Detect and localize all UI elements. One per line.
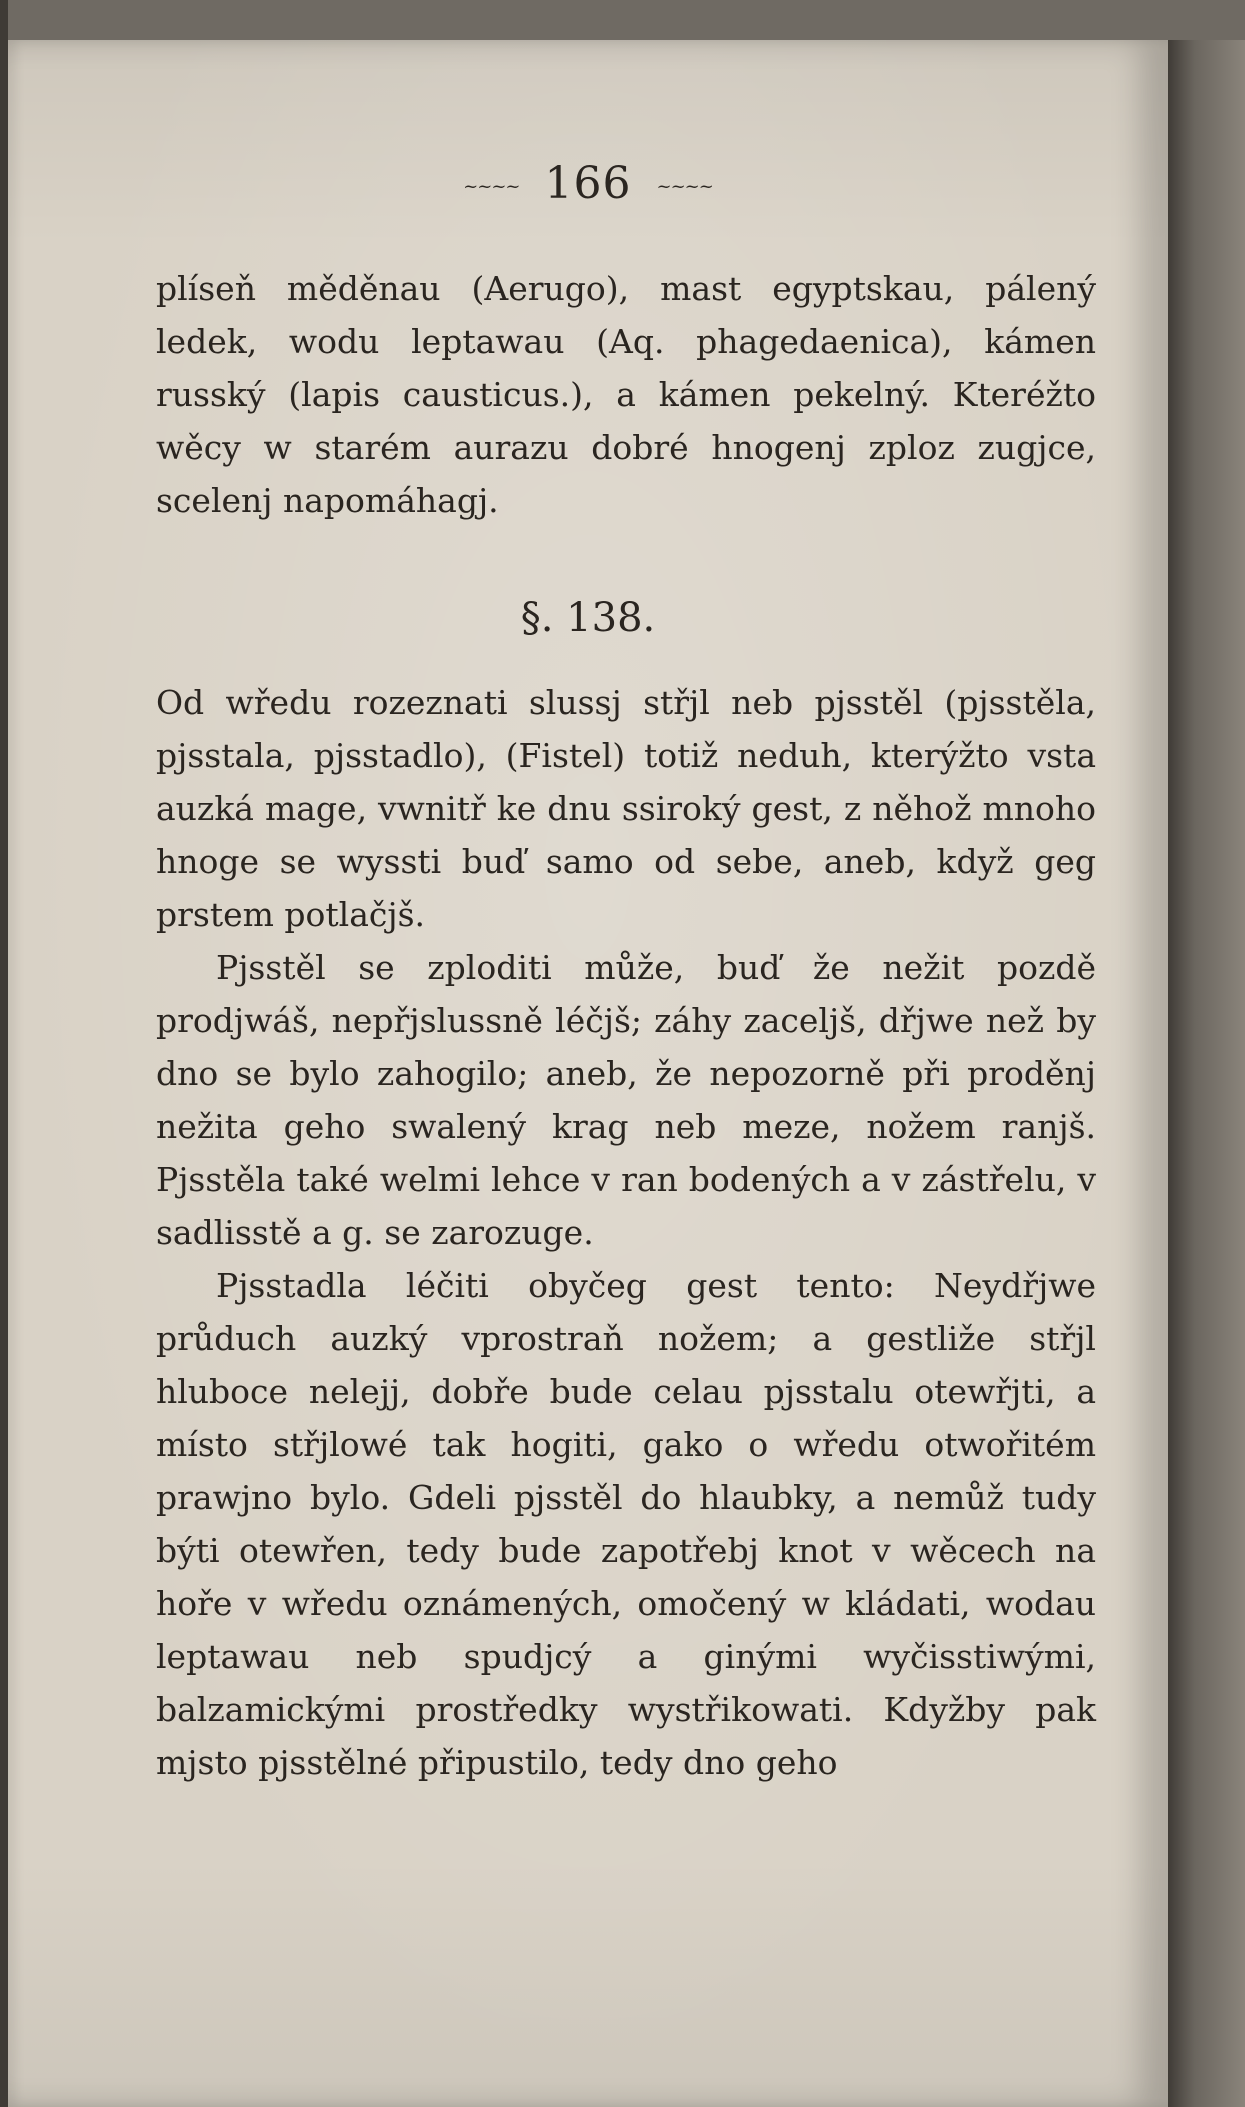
section-heading: §. 138. [520,595,656,641]
book-binding-edge [1168,40,1245,2107]
section-body [156,676,1096,1789]
left-scan-edge [0,0,8,2107]
page-number: 166 [544,158,632,209]
paragraph-causes: Pjsstěl se zploditi může, buď že nežit pozdě prodjwáš, nepřjslussně léčjš; záhy zaceljš, dřjwe než by dno se bylo zahogilo; aneb, že nepozorně při proděnj nežita geho swalený krag neb meze, nožem ranjš. Pjsstěla také welmi lehce v ran bodených a v zástřelu, v sadlisstě a g. se zarozuge. [156,948,1096,1252]
paragraph-definition: Od wředu rozeznati slussj střjl neb pjsstěl (pjsstěla, pjsstala, pjsstadlo), (Fistel) totiž neduh, kterýžto vsta auzká mage, vwnitř ke dnu ssiroký gest, z něhož mnoho hnoge se wyssti buď samo od sebe, aneb, když geg prstem potlačjš. [156,683,1096,934]
paragraph-treatment: Pjsstadla léčiti obyčeg gest tento: Neydřjwe průduch auzký vprostraň nožem; a gestliže střjl hluboce nelejj, dobře bude celau pjsstalu otewřjti, a místo střjlowé tak hogiti, gako o wředu otwořitém prawjno bylo. Gdeli pjsstěl do hlaubky, a nemůž tudy býti otewřen, tedy bude zapotřebj knot v wěcech na hoře v wředu oznámených, omočený w kládati, wodau leptawau neb spudjcý a ginými wyčisstiwými, balzamickými prostředky wystřikowati. Kdyžby pak mjsto pjsstělné připustilo, tedy dno geho [156,1266,1096,1782]
intro-paragraph: plíseň měděnau (Aerugo), mast egyptskau, pálený ledek, wodu leptawau (Aq. phagedaenica), kámen russký (lapis causticus.), a kámen pekelný. Kteréžto wěcy w starém aurazu dobré hnogenj zploz zugjce, scelenj napomáhagj. [156,269,1096,520]
book-page [8,40,1168,2107]
page-header [8,158,1168,209]
header-ornament-left: ~~~~ [463,176,520,197]
header-ornament-right: ~~~~ [656,176,713,197]
